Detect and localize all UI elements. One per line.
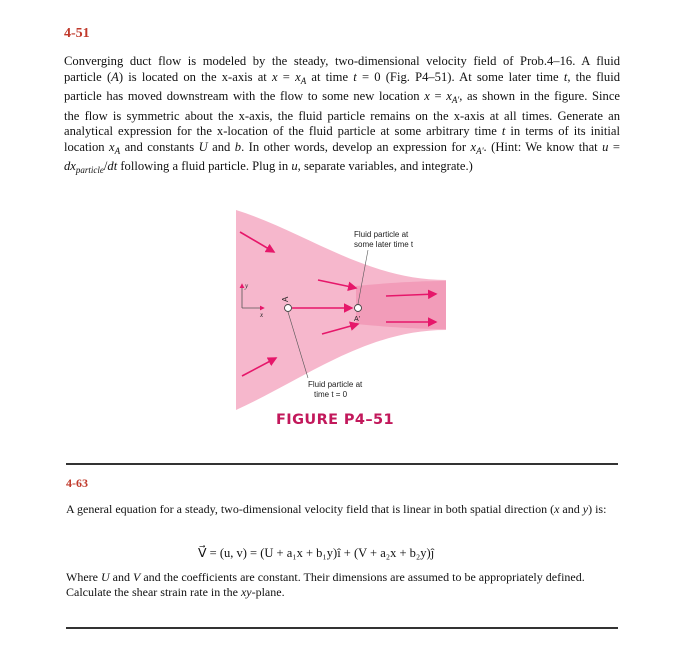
problem-4-63-intro: A general equation for a steady, two-dimensional velocity field that is linear in both spatial direction (x and y) is: [66, 502, 607, 516]
velocity-equation: V⃗ = (u, v) = (U + a₁x + b₁y)î + (V + a₂x + b₂y)ĵ [198, 546, 435, 560]
y-axis-label: y [245, 282, 249, 290]
statement-line-3: particle has moved downstream with the flow to some new location $x = x_{A'}$, as shown in the figure. Since [64, 89, 621, 105]
statement-line-2: particle (A) is located on the x-axis at $x = x_A$ at time t = 0 (Fig. P4–51). At some later time t, the fluid [64, 69, 621, 86]
statement-line-6: location $x_A$ and constants U and b. In other words, develop an expression for $x_{A'}$. (Hint: We know that u = [64, 139, 621, 156]
divider-bottom [66, 627, 618, 629]
statement-line-5: analytical expression for the x-location of the fluid particle at some arbitrary time t in terms of its initial [64, 124, 620, 138]
label-time-zero: Fluid particle at time t = 0 [308, 380, 363, 399]
particle-a-label: A [281, 296, 290, 302]
problem-4-63-outro: Where U and V and the coefficients are constant. Their dimensions are assumed to be appropriately defined. Calculate the shear strain rate in the xy-plane. [66, 570, 585, 599]
problem-4-51-statement [64, 54, 620, 179]
statement-line-4: the flow is symmetric about the x-axis, the fluid particle remains on the x-axis at all times. Generate an [64, 108, 620, 123]
divider-top [66, 463, 618, 465]
x-axis-label: x [260, 311, 264, 319]
statement-line-7: $dx_{particle}/dt$ following a fluid particle. Plug in u, separate variables, and integrate.) [64, 159, 473, 175]
particle-a-prime-label: A' [354, 316, 361, 323]
problem-number-4-63: 4-63 [66, 476, 88, 490]
label-later-time: Fluid particle at some later time t [354, 230, 414, 249]
particle-a-prime [355, 305, 362, 312]
particle-a [285, 305, 292, 312]
problem-number-4-51: 4-51 [64, 26, 90, 41]
statement-line-1: Converging duct flow is modeled by the steady, two-dimensional velocity field of Prob.4–16. A fluid [64, 54, 620, 68]
figure-caption: FIGURE P4–51 [276, 412, 395, 428]
